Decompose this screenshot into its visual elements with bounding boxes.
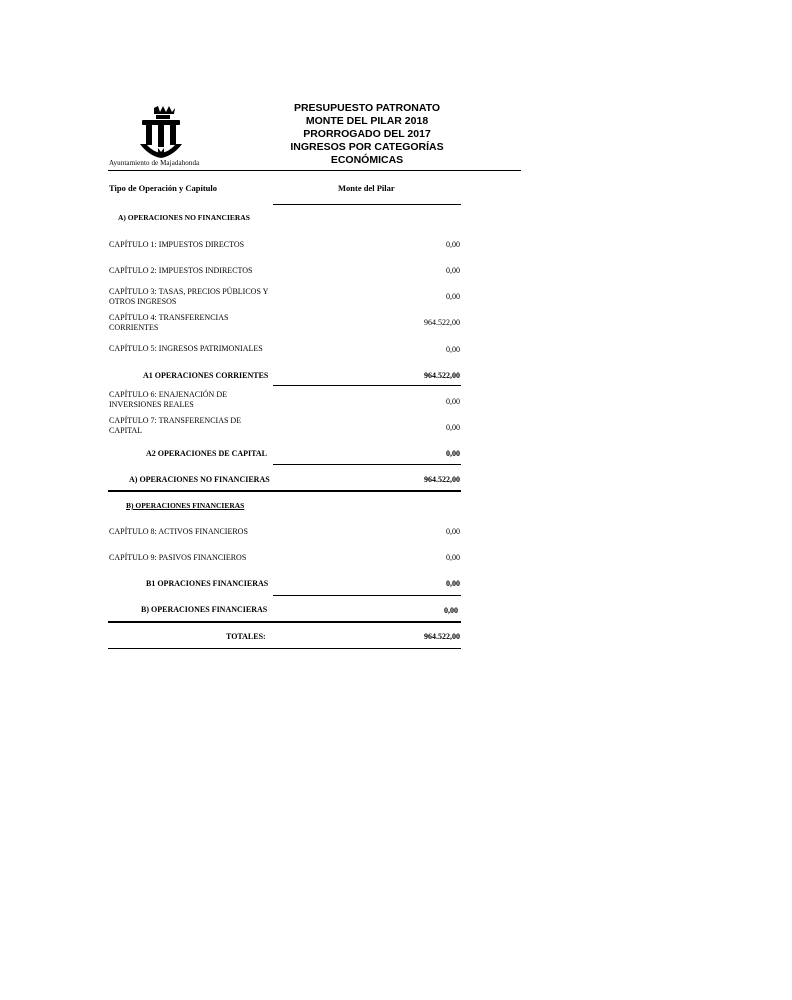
title-line: INGRESOS POR CATEGORÍAS	[290, 141, 444, 153]
row-value: 0,00	[446, 292, 460, 301]
column-header-value: Monte del Pilar	[338, 183, 395, 193]
row-label: CAPÍTULO 4: TRANSFERENCIAS CORRIENTES	[109, 313, 229, 332]
row-label: CAPÍTULO 5: INGRESOS PATRIMONIALES	[109, 344, 263, 353]
column-header-divider	[273, 204, 461, 205]
section-divider	[108, 621, 461, 623]
row-value: 964.522,00	[424, 318, 460, 327]
section-divider	[108, 490, 461, 492]
org-caption: Ayuntamiento de Majadahonda	[109, 159, 200, 167]
row-value: 0,00	[446, 345, 460, 354]
title-line: ECONÓMICAS	[330, 154, 404, 166]
section-title: B) OPERACIONES FINANCIERAS	[126, 501, 245, 510]
subtotal-label: B1 OPRACIONES FINANCIERAS	[146, 579, 269, 588]
totals-divider	[108, 648, 461, 649]
subtotal-value: 0,00	[446, 579, 460, 588]
row-label: CAPÍTULO 2: IMPUESTOS INDIRECTOS	[109, 266, 253, 275]
row-label: CAPÍTULO 1: IMPUESTOS DIRECTOS	[109, 240, 245, 249]
title-line: PRORROGADO DEL 2017	[303, 128, 431, 140]
row-value: 0,00	[446, 553, 460, 562]
section-total-value: 964.522,00	[424, 475, 460, 484]
row-label: CAPÍTULO 7: TRANSFERENCIAS DE CAPITAL	[109, 416, 242, 435]
row-label: CAPÍTULO 6: ENAJENACIÓN DE INVERSIONES REALES	[109, 390, 227, 409]
totals-value: 964.522,00	[424, 632, 460, 641]
row-value: 0,00	[446, 527, 460, 536]
section-total-label: B) OPERACIONES FINANCIERAS	[141, 605, 268, 614]
title-line: MONTE DEL PILAR 2018	[305, 115, 429, 127]
section-total-value: 0,00	[444, 606, 458, 615]
header-divider	[108, 170, 521, 171]
row-value: 0,00	[446, 397, 460, 406]
section-total-label: A) OPERACIONES NO FINANCIERAS	[129, 475, 270, 484]
column-header-type: Tipo de Operación y Capítulo	[109, 183, 217, 193]
document-title	[282, 102, 452, 167]
subtotal-label: A2 OPERACIONES DE CAPITAL	[146, 449, 267, 458]
row-label: CAPÍTULO 8: ACTIVOS FINANCIEROS	[109, 527, 248, 536]
majadahonda-crest-logo	[134, 104, 188, 160]
row-value: 0,00	[446, 423, 460, 432]
totals-label: TOTALES:	[226, 632, 266, 641]
row-label: CAPÍTULO 9: PASIVOS FINANCIEROS	[109, 553, 247, 562]
subtotal-label: A1 OPERACIONES CORRIENTES	[143, 371, 269, 380]
row-value: 0,00	[446, 266, 460, 275]
subtotal-divider	[273, 385, 461, 386]
title-line: PRESUPUESTO PATRONATO	[293, 102, 441, 114]
subtotal-value: 0,00	[446, 449, 460, 458]
subtotal-divider	[273, 464, 461, 465]
section-title: A) OPERACIONES NO FINANCIERAS	[118, 213, 250, 222]
row-label: CAPÍTULO 3: TASAS, PRECIOS PÚBLICOS Y OTROS INGRESOS	[109, 287, 269, 306]
subtotal-divider	[273, 595, 461, 596]
row-value: 0,00	[446, 240, 460, 249]
subtotal-value: 964.522,00	[424, 371, 460, 380]
